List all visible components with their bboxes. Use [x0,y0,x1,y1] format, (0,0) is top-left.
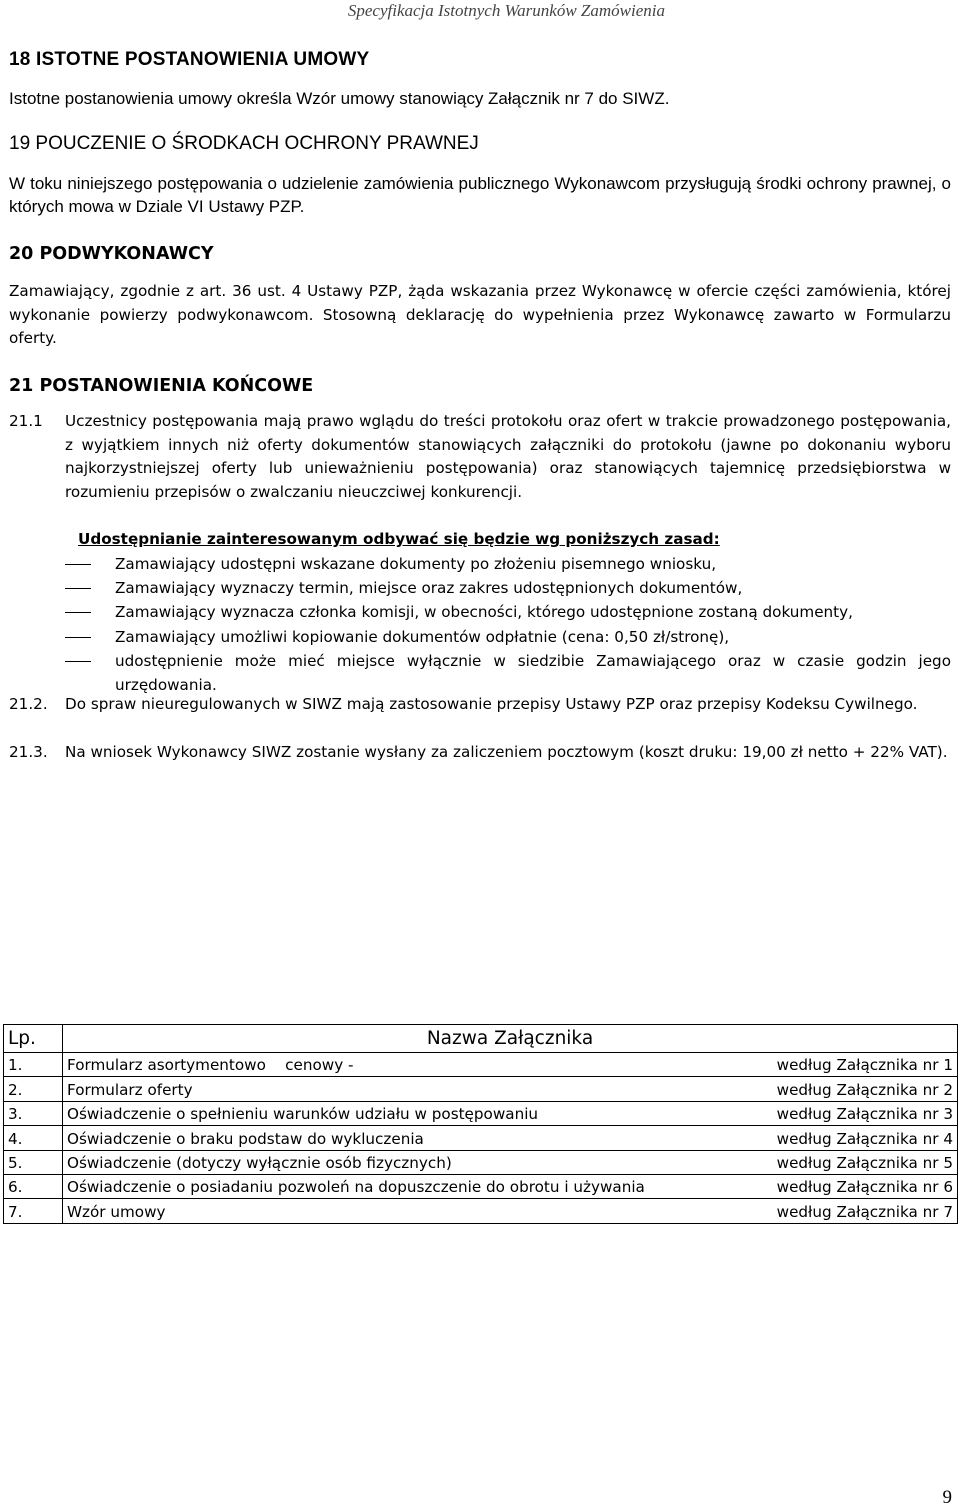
paragraph-21-3-text: Na wniosek Wykonawcy SIWZ zostanie wysłany za zaliczeniem pocztowym (koszt druku: 19,00 zł netto + 22% VAT). [65,743,948,761]
dash-bullet-icon [65,564,91,565]
section-20-heading: 20 PODWYKONAWCY [9,244,214,264]
attachment-name: Oświadczenie o braku podstaw do wykluczenia [67,1129,424,1148]
row-number: 3. [4,1101,63,1125]
table-row [4,1150,958,1174]
attachment-reference: według Załącznika nr 7 [776,1202,953,1221]
attachment-reference: według Załącznika nr 2 [776,1080,953,1099]
paragraph-21-3-number: 21.3. [9,743,48,761]
attachment-name: Oświadczenie o spełnieniu warunków udziału w postępowaniu [67,1105,539,1124]
attachment-name: Oświadczenie (dotyczy wyłącznie osób fizycznych) [67,1153,452,1172]
attachment-name: Wzór umowy [67,1202,166,1221]
paragraph-21-2-text: Do spraw nieuregulowanych w SIWZ mają zastosowanie przepisy Ustawy PZP oraz przepisy Kodeksu Cywilnego. [65,695,918,713]
section-19-heading: 19 POUCZENIE O ŚRODKACH OCHRONY PRAWNEJ [9,133,479,154]
row-number: 7. [4,1199,63,1223]
attachments-table [3,1024,958,1224]
list-item: Zamawiający wyznacza członka komisji, w obecności, którego udostępnione zostaną dokumenty, [65,600,951,624]
table-row [4,1199,958,1223]
list-item: Zamawiający wyznaczy termin, miejsce oraz zakres udostępnionych dokumentów, [65,576,951,600]
dash-bullet-icon [65,637,91,638]
table-row [4,1053,958,1077]
attachment-name: Oświadczenie o posiadaniu pozwoleń na dopuszczenie do obrotu i używania [67,1178,645,1197]
paragraph-21-2-number: 21.2. [9,695,48,713]
row-number: 2. [4,1077,63,1101]
attachment-reference: według Załącznika nr 4 [776,1129,953,1148]
row-number: 5. [4,1150,63,1174]
access-rules-list [65,552,951,697]
section-18-text: Istotne postanowienia umowy określa Wzór umowy stanowiący Załącznik nr 7 do SIWZ. [9,89,670,108]
list-item: Zamawiający udostępni wskazane dokumenty po złożeniu pisemnego wniosku, [65,552,951,576]
dash-bullet-icon [65,661,91,662]
attachment-reference: według Załącznika nr 5 [776,1153,953,1172]
table-header-row [4,1025,958,1053]
paragraph-21-1-number: 21.1 [9,412,43,430]
column-header-lp: Lp. [4,1025,63,1053]
table-row [4,1101,958,1125]
section-19-text: W toku niniejszego postępowania o udzielenie zamówienia publicznego Wykonawcom przysługują środki ochrony prawnej, o których mowa w Dziale VI Ustawy PZP. [9,174,951,216]
row-number: 4. [4,1126,63,1150]
dash-bullet-icon [65,588,91,589]
section-21-heading: 21 POSTANOWIENIA KOŃCOWE [9,376,314,396]
page-number: 9 [942,1487,952,1508]
attachment-name: Formularz asortymentowo cenowy - [67,1056,354,1075]
row-number: 6. [4,1174,63,1198]
list-item: udostępnienie może mieć miejsce wyłącznie w siedzibie Zamawiającego oraz w czasie godzin jego urzędowania. [65,649,951,697]
attachment-reference: według Załącznika nr 1 [776,1056,953,1075]
table-row [4,1174,958,1198]
access-rules-subheading: Udostępnianie zainteresowanym odbywać się będzie wg poniższych zasad: [78,530,720,548]
list-item: Zamawiający umożliwi kopiowanie dokumentów odpłatnie (cena: 0,50 zł/stronę), [65,625,951,649]
attachment-reference: według Załącznika nr 3 [776,1105,953,1124]
dash-bullet-icon [65,612,91,613]
paragraph-21-1-text: Uczestnicy postępowania mają prawo wglądu do treści protokołu oraz ofert w trakcie prowadzonego postępowania, z wyjątkiem innych niż oferty dokumentów stanowiących załączniki do protokołu (jawne po dokonaniu wyboru najkorzystniejszej oferty lub unieważnieniu postępowania) oraz stanowiących tajemnicę przedsiębiorstwa w rozumieniu przepisów o zwalczaniu nieuczciwej konkurencji. [65,412,951,501]
attachment-reference: według Załącznika nr 6 [776,1178,953,1197]
attachment-name: Formularz oferty [67,1080,193,1099]
section-18-heading: 18 ISTOTNE POSTANOWIENIA UMOWY [9,49,370,70]
column-header-name: Nazwa Załącznika [63,1025,958,1053]
section-20-text: Zamawiający, zgodnie z art. 36 ust. 4 Ustawy PZP, żąda wskazania przez Wykonawcę w ofercie części zamówienia, której wykonanie powierzy podwykonawcom. Stosowną deklarację do wypełnienia przez Wykonawcę zawarto w Formularzu oferty. [9,282,951,347]
table-row [4,1077,958,1101]
running-header: Specyfikacja Istotnych Warunków Zamówienia [347,1,665,20]
row-number: 1. [4,1053,63,1077]
table-row [4,1126,958,1150]
